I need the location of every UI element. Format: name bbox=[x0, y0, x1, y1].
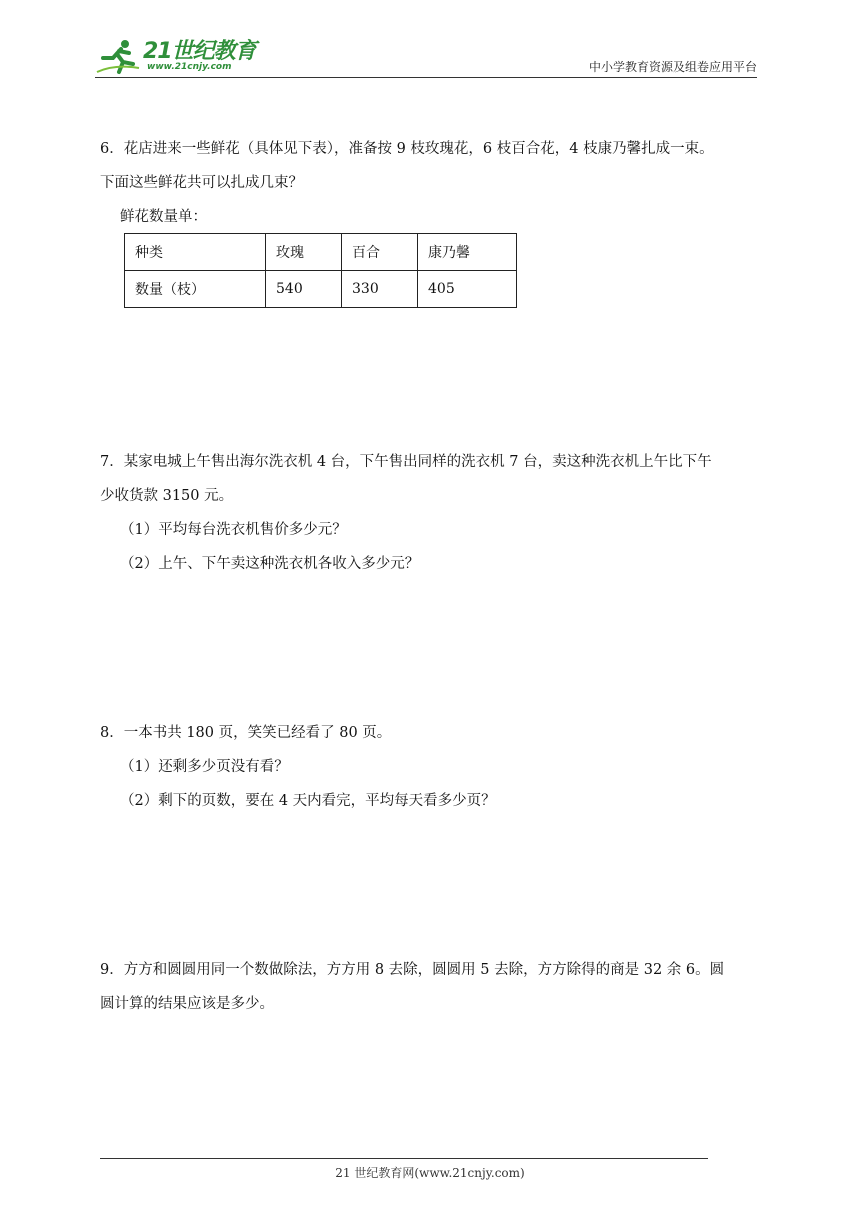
platform-name: 中小学教育资源及组卷应用平台 bbox=[588, 60, 757, 74]
table-cell: 540 bbox=[266, 271, 342, 308]
question-6 bbox=[100, 132, 760, 200]
flower-quantity-table bbox=[124, 233, 517, 308]
page-header bbox=[95, 30, 757, 80]
table-cell: 百合 bbox=[342, 234, 418, 271]
table-cell: 405 bbox=[418, 271, 517, 308]
table-row bbox=[125, 271, 517, 308]
footer-divider bbox=[100, 1158, 708, 1159]
footer-link[interactable]: 21 世纪教育网(www.21cnjy.com) bbox=[335, 1166, 525, 1180]
question-8-sub-2: （2）剩下的页数，要在 4 天内看完，平均每天看多少页？ bbox=[120, 793, 496, 809]
table-header-row bbox=[125, 234, 517, 271]
question-9-line-2: 圆计算的结果应该是多少。 bbox=[100, 996, 274, 1012]
question-7-sub-2: （2）上午、下午卖这种洗衣机各收入多少元？ bbox=[120, 556, 420, 572]
question-7-line-1: 7．某家电城上午售出海尔洗衣机 4 台，下午售出同样的洗衣机 7 台，卖这种洗衣机上午比下午 bbox=[100, 454, 712, 470]
question-8 bbox=[100, 716, 760, 750]
question-7-sub-1: （1）平均每台洗衣机售价多少元？ bbox=[120, 522, 347, 538]
question-9-line-1: 9．方方和圆圆用同一个数做除法，方方用 8 去除，圆圆用 5 去除，方方除得的商是 32 余 6。圆 bbox=[100, 962, 725, 978]
table-caption: 鲜花数量单： bbox=[120, 209, 207, 225]
question-6-line-1: 6．花店进来一些鲜花（具体见下表），准备按 9 枝玫瑰花，6 枝百合花，4 枝康乃馨扎成一束。 bbox=[100, 141, 714, 157]
logo-text: 21世纪教育 bbox=[143, 39, 256, 64]
question-6-line-2: 下面这些鲜花共可以扎成几束？ bbox=[100, 175, 303, 191]
header-divider bbox=[95, 77, 757, 78]
runner-logo-icon bbox=[95, 38, 143, 76]
table-cell: 康乃馨 bbox=[418, 234, 517, 271]
table-cell: 330 bbox=[342, 271, 418, 308]
table-cell: 种类 bbox=[125, 234, 266, 271]
question-8-line-1: 8．一本书共 180 页，笑笑已经看了 80 页。 bbox=[100, 725, 392, 741]
table-cell: 玫瑰 bbox=[266, 234, 342, 271]
question-7-line-2: 少收货款 3150 元。 bbox=[100, 488, 234, 504]
question-8-sub-1: （1）还剩多少页没有看？ bbox=[120, 759, 289, 775]
question-7 bbox=[100, 445, 760, 513]
question-9 bbox=[100, 953, 760, 1021]
table-cell: 数量（枝） bbox=[125, 271, 266, 308]
logo-url: www.21cnjy.com bbox=[147, 62, 232, 72]
site-logo bbox=[95, 38, 265, 80]
